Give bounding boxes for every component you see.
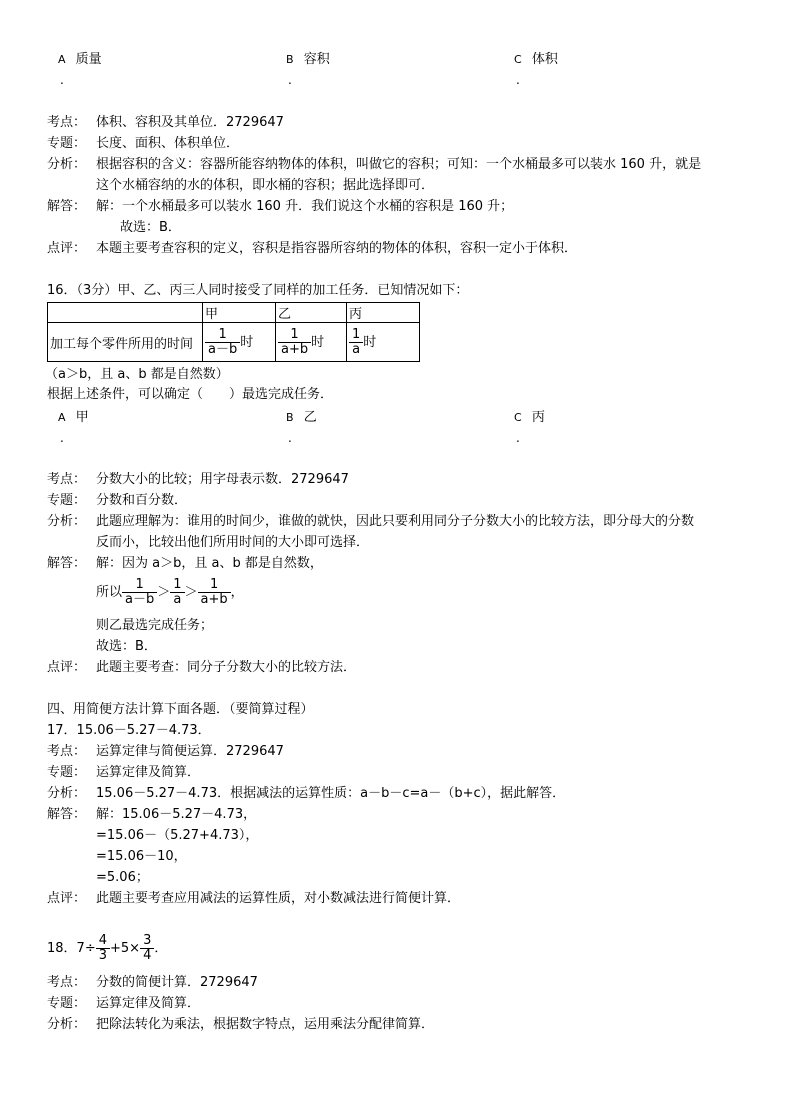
q17-jieda-1: 解：15.06－5.27－4.73， (96, 807, 257, 822)
q16-option-b (286, 410, 317, 426)
q17-jieda-label: 解答： (47, 807, 87, 822)
q15-jieda-1: 解：一个水桶最多可以装水 160 升．我们说这个水桶的容积是 160 升； (96, 199, 514, 214)
q16-jieda-4: 故选：B． (96, 639, 157, 654)
q18-fenxi-label: 分析： (47, 1017, 87, 1032)
q17-zhuanti-label: 专题： (47, 765, 87, 780)
option-dot: . (516, 73, 520, 87)
q17-kaodian-label: 考点： (47, 744, 87, 759)
q15-fenxi-1: 根据容积的含义：容器所能容纳物体的体积，叫做它的容积；可知：一个水桶最多可以装水 160 升，就是 (96, 157, 702, 172)
q16-zhuanti-label: 专题： (47, 493, 87, 508)
table-row-label: 加工每个零件所用的时间 (48, 323, 203, 362)
q15-option-b (286, 52, 330, 68)
q16-jieda-3: 则乙最选完成任务； (96, 618, 214, 633)
table-header-bing: 丙 (347, 303, 420, 323)
section-title: 四、用简便方法计算下面各题．（要简算过程） (47, 702, 314, 717)
fraction (205, 328, 240, 357)
fraction-numerator: 1 (290, 326, 299, 342)
option-letter: B (286, 53, 294, 66)
option-dot: . (516, 431, 520, 445)
option-letter: A (58, 411, 66, 424)
stem-prefix: 18．7÷ (47, 941, 96, 956)
q17-jieda-3: =15.06－10， (96, 849, 187, 864)
q16-condition: （a＞b，且 a、b 都是自然数） (45, 367, 229, 382)
q18-zhuanti-label: 专题： (47, 996, 87, 1011)
table-cell-yi (276, 323, 347, 362)
stem-mid: +5× (110, 941, 141, 956)
option-dot: . (288, 73, 292, 87)
q15-jieda-label: 解答： (47, 199, 87, 214)
q17-dianping: 此题主要考查应用减法的运算性质，对小数减法进行简便计算． (96, 891, 461, 906)
q15-option-c (514, 52, 558, 68)
option-text: 体积 (531, 52, 558, 67)
fraction-denominator: a+b (198, 592, 231, 607)
option-letter: A (58, 53, 66, 66)
q17-fenxi-label: 分析： (47, 786, 87, 801)
q17-zhuanti: 运算定律及简算． (96, 765, 201, 780)
fraction-numerator: 1 (173, 577, 182, 592)
q15-kaodian: 体积、容积及其单位．2729647 (96, 115, 284, 130)
q15-dianping-label: 点评： (47, 241, 87, 256)
fraction-denominator: 3 (96, 948, 110, 963)
q18-stem (47, 933, 167, 965)
table-header-jia: 甲 (203, 303, 276, 323)
q16-jieda-2 (96, 577, 244, 609)
q16-kaodian-label: 考点： (47, 472, 87, 487)
q16-dianping: 此题主要考查：同分子分数大小的比较方法． (96, 660, 357, 675)
greater-than: ＞ (184, 585, 198, 600)
fraction (198, 578, 231, 607)
greater-than: ＞ (157, 585, 171, 600)
option-text: 乙 (303, 410, 317, 425)
fraction (122, 578, 157, 607)
fraction-numerator: 3 (143, 933, 152, 948)
q15-kaodian-label: 考点： (47, 115, 87, 130)
q15-zhuanti: 长度、面积、体积单位． (96, 136, 240, 151)
fraction-numerator: 1 (352, 326, 361, 342)
q16-stem: 16．（3分）甲、乙、丙三人同时接受了同样的加工任务．已知情况如下： (47, 283, 469, 298)
q17-jieda-4: =5.06； (96, 870, 149, 885)
fraction (170, 578, 184, 607)
jieda-prefix: 所以 (96, 585, 123, 600)
q18-fenxi: 把除法转化为乘法，根据数字特点，运用乘法分配律简算． (96, 1017, 435, 1032)
comma: ， (230, 585, 244, 600)
option-dot: . (288, 431, 292, 445)
q18-zhuanti: 运算定律及简算． (96, 996, 201, 1011)
q15-zhuanti-label: 专题： (47, 136, 87, 151)
option-dot: . (60, 73, 64, 87)
option-letter: C (514, 53, 522, 66)
q17-dianping-label: 点评： (47, 891, 87, 906)
q16-jieda-1: 解：因为 a＞b，且 a、b 都是自然数， (96, 556, 323, 571)
fraction-numerator: 1 (218, 326, 227, 342)
fraction (140, 934, 154, 963)
unit: 时 (240, 334, 254, 350)
option-letter: C (514, 411, 522, 424)
fraction-denominator: a (349, 342, 363, 357)
q16-fenxi-2: 反而小，比较出他们所用时间的大小即可选择． (96, 535, 370, 550)
q16-fenxi-label: 分析： (47, 514, 87, 529)
q18-kaodian-label: 考点： (47, 975, 87, 990)
fraction-numerator: 1 (209, 577, 219, 592)
fraction-denominator: a－b (122, 592, 157, 607)
q15-option-a (58, 52, 102, 68)
q16-zhuanti: 分数和百分数． (96, 493, 188, 508)
option-dot: . (60, 431, 64, 445)
fraction-numerator: 4 (98, 933, 107, 948)
q16-table (47, 302, 420, 362)
option-letter: B (286, 411, 294, 424)
fraction-denominator: 4 (140, 948, 154, 963)
q16-dianping-label: 点评： (47, 660, 87, 675)
fraction-denominator: a－b (205, 342, 240, 357)
stem-end: ． (154, 941, 168, 956)
q17-jieda-2: =15.06－（5.27+4.73）， (96, 828, 259, 843)
q16-fenxi-1: 此题应理解为：谁用的时间少，谁做的就快，因此只要利用同分子分数大小的比较方法，即分母大的分数 (96, 514, 695, 529)
q16-jieda-label: 解答： (47, 556, 87, 571)
q15-dianping: 本题主要考查容积的定义，容积是指容器所容纳的物体的体积，容积一定小于体积． (96, 241, 578, 256)
q15-jieda-2: 故选：B． (120, 220, 181, 235)
fraction-denominator: a (170, 592, 184, 607)
table-header-yi: 乙 (276, 303, 347, 323)
fraction (96, 934, 110, 963)
unit: 时 (311, 334, 325, 350)
q17-stem: 17．15.06－5.27－4.73． (47, 723, 211, 738)
q16-question: 根据上述条件，可以确定（ ）最选完成任务． (47, 387, 334, 402)
fraction (278, 328, 311, 357)
table-cell-bing (347, 323, 420, 362)
q16-option-c (514, 410, 545, 426)
q17-kaodian: 运算定律与简便运算．2729647 (96, 744, 284, 759)
fraction-numerator: 1 (135, 577, 144, 592)
option-text: 质量 (75, 52, 102, 67)
q15-fenxi-2: 这个水桶容纳的水的体积，即水桶的容积；据此选择即可． (96, 178, 435, 193)
q16-option-a (58, 410, 89, 426)
q16-kaodian: 分数大小的比较；用字母表示数．2729647 (96, 472, 349, 487)
unit: 时 (363, 334, 377, 350)
q15-fenxi-label: 分析： (47, 157, 87, 172)
table-cell-jia (203, 323, 276, 362)
table-header-empty (48, 303, 203, 323)
q18-kaodian: 分数的简便计算．2729647 (96, 975, 258, 990)
option-text: 甲 (75, 410, 89, 425)
q17-fenxi: 15.06－5.27－4.73．根据减法的运算性质：a－b－c=a－（b+c），据此解答． (96, 786, 566, 801)
option-text: 丙 (531, 410, 545, 425)
fraction (349, 328, 363, 357)
option-text: 容积 (303, 52, 330, 67)
fraction-denominator: a+b (278, 342, 311, 357)
